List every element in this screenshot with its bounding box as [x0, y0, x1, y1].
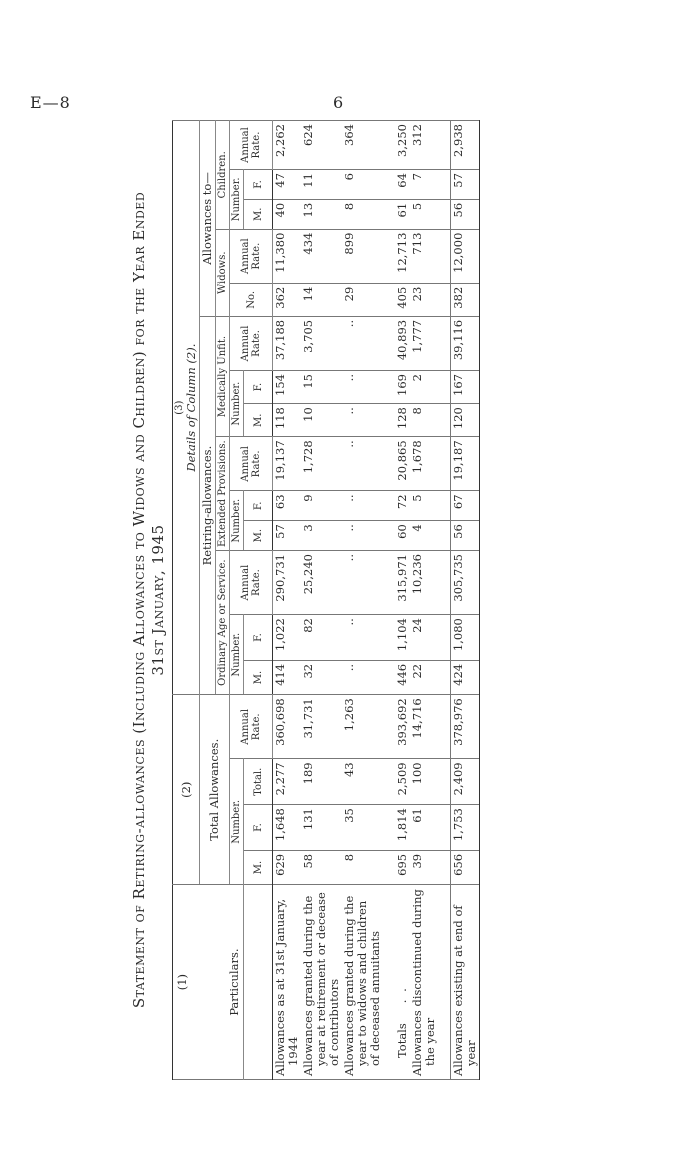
table-cell: 39 [410, 850, 438, 884]
children-m-heading: M. [244, 199, 273, 229]
table-cell: 382 [451, 283, 480, 316]
spacer-cell [383, 885, 395, 1080]
row-label [273, 885, 302, 1080]
table-cell: 11 [301, 170, 342, 200]
spacer-cell [383, 371, 395, 404]
table-cell: 60 [395, 521, 410, 551]
rotated-content [130, 120, 570, 1080]
total-total-heading: Total. [244, 759, 273, 805]
col3-label: (3) [174, 400, 185, 415]
page-number: 6 [333, 93, 344, 112]
table-cell: 167 [451, 371, 480, 404]
table-cell: .. [342, 491, 383, 521]
spacer-cell [383, 229, 395, 283]
extended-m-heading: M. [244, 521, 273, 551]
spacer-cell [383, 805, 395, 851]
table-cell: .. [342, 404, 383, 437]
row-spacer [383, 121, 395, 1080]
table-row [395, 121, 410, 1080]
table-cell: 7 [410, 170, 438, 200]
row-label-text: Allowances existing at end of year [451, 905, 478, 1076]
spacer-cell [438, 615, 451, 661]
allowances-to-heading: Allowances to— [200, 121, 216, 317]
table-cell: 624 [301, 121, 342, 170]
col2-header [173, 695, 200, 885]
table-cell: 378,976 [451, 695, 480, 759]
spacer-cell [438, 199, 451, 229]
table-cell: .. [342, 551, 383, 615]
table-cell: 629 [273, 850, 302, 884]
table-cell: 169 [395, 371, 410, 404]
table-cell: 2,938 [451, 121, 480, 170]
spacer-cell [438, 885, 451, 1080]
spacer-cell [383, 121, 395, 170]
row-label [410, 885, 438, 1080]
table-cell: 8 [342, 199, 383, 229]
allowances-table [172, 120, 480, 1080]
row-label-text: Totals [395, 1023, 409, 1058]
widows-heading: Widows. [216, 229, 230, 316]
ordinary-f-heading: F. [244, 615, 273, 661]
table-cell: 290,731 [273, 551, 302, 615]
table-cell: 58 [301, 850, 342, 884]
table-cell: 434 [301, 229, 342, 283]
ordinary-m-heading: M. [244, 660, 273, 694]
table-cell: 43 [342, 759, 383, 805]
table-cell: 19,137 [273, 437, 302, 491]
table-cell: 695 [395, 850, 410, 884]
children-annual-rate-heading: Annual Rate. [230, 121, 273, 170]
children-number-heading: Number. [230, 170, 244, 230]
spacer-cell [383, 404, 395, 437]
spacer-cell [383, 615, 395, 661]
spacer-cell [383, 850, 395, 884]
medically-heading: Medically Unfit. [216, 316, 230, 436]
table-cell: 23 [410, 283, 438, 316]
spacer-cell [438, 283, 451, 316]
table-cell: 446 [395, 660, 410, 694]
table-cell: .. [342, 521, 383, 551]
table-cell: 14 [301, 283, 342, 316]
table-cell: .. [342, 316, 383, 370]
table-cell: 29 [342, 283, 383, 316]
table-cell: 393,692 [395, 695, 410, 759]
row-label [395, 885, 410, 1080]
table-cell: 154 [273, 371, 302, 404]
spacer-cell [438, 491, 451, 521]
table-cell: 63 [273, 491, 302, 521]
col3-header [173, 121, 200, 695]
spacer-cell [383, 283, 395, 316]
table-cell: 10,236 [410, 551, 438, 615]
spacer-cell [438, 121, 451, 170]
widows-no-heading: No. [230, 283, 273, 316]
table-cell: 100 [410, 759, 438, 805]
spacer-cell [438, 170, 451, 200]
table-cell: 14,716 [410, 695, 438, 759]
table-cell: 12,000 [451, 229, 480, 283]
children-f-heading: F. [244, 170, 273, 200]
total-annual-rate-heading: Annual Rate. [230, 695, 273, 759]
spacer-cell [383, 437, 395, 491]
table-cell: 118 [273, 404, 302, 437]
table-cell: 1,648 [273, 805, 302, 851]
extended-heading: Extended Provisions. [216, 437, 230, 551]
row-label [451, 885, 480, 1080]
table-body [273, 121, 480, 1080]
table-cell: 656 [451, 850, 480, 884]
table-cell: 40 [273, 199, 302, 229]
table-cell: 61 [410, 805, 438, 851]
medically-number-heading: Number. [230, 371, 244, 437]
table-cell: 1,678 [410, 437, 438, 491]
spacer-cell [383, 491, 395, 521]
spacer-cell [438, 521, 451, 551]
table-cell: 1,104 [395, 615, 410, 661]
table-row [451, 121, 480, 1080]
spacer-cell [383, 660, 395, 694]
col3-subtitle: Details of Column (2). [184, 343, 198, 472]
table-row [410, 121, 438, 1080]
particulars-heading: Particulars. [226, 948, 241, 1016]
table-cell: 362 [273, 283, 302, 316]
medically-m-heading: M. [244, 404, 273, 437]
table-cell: 8 [410, 404, 438, 437]
table-cell: 405 [395, 283, 410, 316]
table-cell: 31,731 [301, 695, 342, 759]
table-cell: 899 [342, 229, 383, 283]
table-cell: 67 [451, 491, 480, 521]
table-cell: 40,893 [395, 316, 410, 370]
table-cell: 2,509 [395, 759, 410, 805]
table-cell: 315,971 [395, 551, 410, 615]
spacer-cell [383, 316, 395, 370]
row-label-text: Allowances granted during the year to widows and children of deceased annuitants [342, 895, 382, 1076]
row-label [301, 885, 342, 1080]
spacer-cell [438, 759, 451, 805]
table-cell: 1,263 [342, 695, 383, 759]
table-cell: 56 [451, 199, 480, 229]
particulars-spacer [244, 885, 273, 1080]
spacer-cell [383, 759, 395, 805]
extended-annual-rate-heading: Annual Rate. [230, 437, 273, 491]
row-label-text: Allowances discontinued during the year [410, 889, 437, 1076]
spacer-cell [383, 695, 395, 759]
extended-f-heading: F. [244, 491, 273, 521]
table-cell: 364 [342, 121, 383, 170]
table-cell: 8 [342, 850, 383, 884]
table-cell: 6 [342, 170, 383, 200]
table-cell: 72 [395, 491, 410, 521]
table-cell: 25,240 [301, 551, 342, 615]
spacer-cell [438, 371, 451, 404]
spacer-cell [438, 437, 451, 491]
total-f-heading: F. [244, 805, 273, 851]
spacer-cell [438, 316, 451, 370]
col1-header [173, 885, 244, 1080]
spacer-cell [438, 805, 451, 851]
table-cell: 2,262 [273, 121, 302, 170]
spacer-cell [438, 229, 451, 283]
spacer-cell [383, 170, 395, 200]
table-cell: 61 [395, 199, 410, 229]
table-cell: 47 [273, 170, 302, 200]
spacer-cell [438, 404, 451, 437]
row-label-text: Allowances as at 31st January, 1944 [273, 898, 300, 1076]
children-heading: Children. [216, 121, 230, 230]
title-line-1: Statement of Retiring-allowances (Including Allowances to Widows and Children) for the Year Ended [130, 191, 148, 1009]
table-row [273, 121, 302, 1080]
table-cell: 5 [410, 199, 438, 229]
spacer-cell [383, 551, 395, 615]
table-cell: 82 [301, 615, 342, 661]
row-label-dots: . . [395, 986, 409, 1004]
table-cell: 37,188 [273, 316, 302, 370]
table-cell: 22 [410, 660, 438, 694]
col2-label: (2) [178, 781, 193, 798]
spacer-cell [438, 660, 451, 694]
table-cell: 360,698 [273, 695, 302, 759]
table-row [342, 121, 383, 1080]
table-cell: 20,865 [395, 437, 410, 491]
table-cell: 57 [273, 521, 302, 551]
total-allowances-heading: Total Allowances. [200, 695, 230, 885]
table-cell: 1,777 [410, 316, 438, 370]
table-cell: 32 [301, 660, 342, 694]
total-m-heading: M. [244, 850, 273, 884]
table-cell: 1,080 [451, 615, 480, 661]
table-cell: 56 [451, 521, 480, 551]
table-cell: .. [342, 615, 383, 661]
table-cell: 3,250 [395, 121, 410, 170]
table-cell: 414 [273, 660, 302, 694]
table-cell: .. [342, 660, 383, 694]
table-cell: 57 [451, 170, 480, 200]
extended-number-heading: Number. [230, 491, 244, 551]
medically-annual-rate-heading: Annual Rate. [230, 316, 273, 370]
retiring-allowances-heading: Retiring-allowances. [200, 316, 216, 694]
medically-f-heading: F. [244, 371, 273, 404]
table-cell: 3,705 [301, 316, 342, 370]
statement-title [130, 120, 168, 1080]
table-cell: 12,713 [395, 229, 410, 283]
table-cell: 3 [301, 521, 342, 551]
ordinary-annual-rate-heading: Annual Rate. [230, 551, 273, 615]
table-row [301, 121, 342, 1080]
table-cell: 9 [301, 491, 342, 521]
table-cell: 305,735 [451, 551, 480, 615]
table-cell: 19,187 [451, 437, 480, 491]
table-cell: 39,116 [451, 316, 480, 370]
table-cell: 1,753 [451, 805, 480, 851]
table-cell: 35 [342, 805, 383, 851]
col1-label: (1) [174, 973, 189, 991]
row-label-text: Allowances granted during the year at retirement or decease of contributors [301, 892, 341, 1076]
table-cell: 424 [451, 660, 480, 694]
table-cell: 64 [395, 170, 410, 200]
spacer-cell [438, 695, 451, 759]
spacer-cell [383, 521, 395, 551]
table-cell: 1,728 [301, 437, 342, 491]
table-cell: 128 [395, 404, 410, 437]
row-label [342, 885, 383, 1080]
page-code: E—8 [30, 93, 71, 112]
widows-annual-rate-heading: Annual Rate. [230, 229, 273, 283]
table-cell: 189 [301, 759, 342, 805]
table-cell: 10 [301, 404, 342, 437]
table-cell: .. [342, 371, 383, 404]
ordinary-number-heading: Number. [230, 615, 244, 695]
row-spacer [438, 121, 451, 1080]
table-cell: 1,022 [273, 615, 302, 661]
table-cell: 24 [410, 615, 438, 661]
title-line-2: 31st January, 1945 [149, 524, 167, 676]
table-cell: 2,409 [451, 759, 480, 805]
table-cell: 11,380 [273, 229, 302, 283]
table-cell: 131 [301, 805, 342, 851]
table-cell: .. [342, 437, 383, 491]
spacer-cell [438, 551, 451, 615]
table-cell: 4 [410, 521, 438, 551]
total-number-heading: Number. [230, 759, 244, 885]
table-cell: 15 [301, 371, 342, 404]
table-cell: 2 [410, 371, 438, 404]
table-cell: 312 [410, 121, 438, 170]
table-cell: 1,814 [395, 805, 410, 851]
table-cell: 713 [410, 229, 438, 283]
spacer-cell [438, 850, 451, 884]
ordinary-heading: Ordinary Age or Service. [216, 551, 230, 695]
table-cell: 2,277 [273, 759, 302, 805]
table-cell: 13 [301, 199, 342, 229]
table-cell: 120 [451, 404, 480, 437]
table-cell: 5 [410, 491, 438, 521]
spacer-cell [383, 199, 395, 229]
